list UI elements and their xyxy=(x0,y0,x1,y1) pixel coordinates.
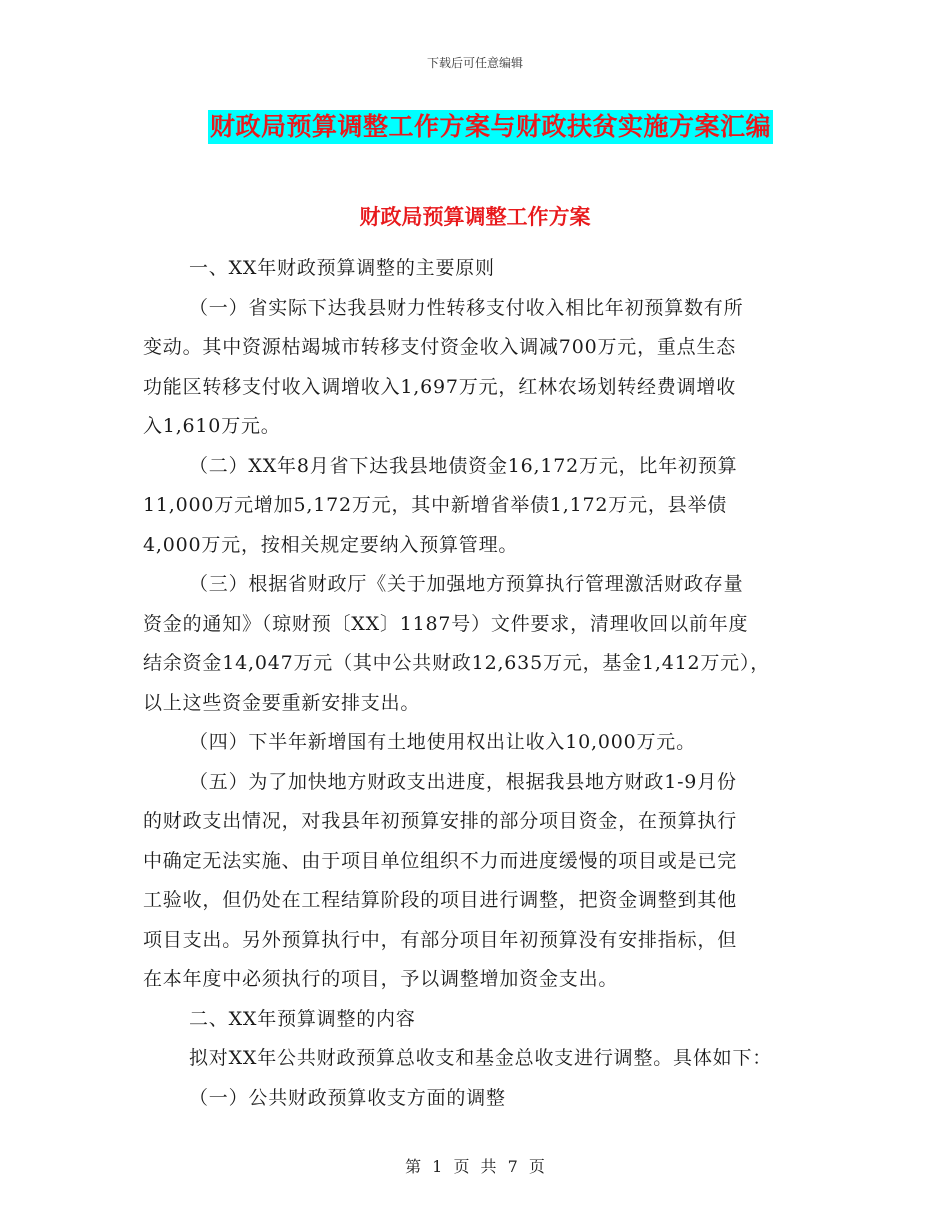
body-line: 11,000万元增加5,172万元，其中新增省举债1,172万元，县举债 xyxy=(143,494,728,516)
body-line: 资金的通知》（琼财预〔XX〕1187号）文件要求，清理收回以前年度 xyxy=(143,612,749,635)
body-line: 项目支出。另外预算执行中，有部分项目年初预算没有安排指标，但 xyxy=(143,928,738,951)
body-line: （五）为了加快地方财政支出进度，根据我县地方财政1-9月份 xyxy=(189,770,737,793)
body-line: 拟对XX年公共财政预算总收支和基金总收支进行调整。具体如下： xyxy=(189,1047,773,1069)
body-line: 入1,610万元。 xyxy=(143,415,281,437)
section-title: 财政局预算调整工作方案 xyxy=(359,204,591,229)
body-line: （四）下半年新增国有土地使用权出让收入10,000万元。 xyxy=(189,731,696,753)
body-line: 在本年度中必须执行的项目，予以调整增加资金支出。 xyxy=(143,968,619,990)
body-line: 工验收，但仍处在工程结算阶段的项目进行调整，把资金调整到其他 xyxy=(143,889,738,911)
body-line: 功能区转移支付收入调增收入1,697万元，红林农场划转经费调增收 xyxy=(143,375,736,398)
main-title: 财政局预算调整工作方案与财政扶贫实施方案汇编 xyxy=(208,110,773,144)
body-line: 二、XX年预算调整的内容 xyxy=(189,1007,416,1030)
body-text xyxy=(143,249,823,1118)
body-line: 以上这些资金要重新安排支出。 xyxy=(143,691,421,714)
page-number: 第 1 页 共 7 页 xyxy=(405,1157,545,1176)
body-line: （二）XX年8月省下达我县地债资金16,172万元，比年初预算 xyxy=(189,454,738,477)
header-note: 下载后可任意编辑 xyxy=(426,56,523,70)
body-line: （三）根据省财政厅《关于加强地方预算执行管理激活财政存量 xyxy=(189,573,744,595)
body-line: 的财政支出情况，对我县年初预算安排的部分项目资金，在预算执行 xyxy=(143,810,738,832)
body-line: 变动。其中资源枯竭城市转移支付资金收入调减700万元，重点生态 xyxy=(143,336,737,358)
body-line: （一）公共财政预算收支方面的调整 xyxy=(189,1086,506,1109)
body-line: 一、XX年财政预算调整的主要原则 xyxy=(189,257,495,279)
body-line: 中确定无法实施、由于项目单位组织不力而进度缓慢的项目或是已完 xyxy=(143,849,738,872)
body-line: 4,000万元，按相关规定要纳入预算管理。 xyxy=(143,533,519,556)
body-line: （一）省实际下达我县财力性转移支付收入相比年初预算数有所 xyxy=(189,296,744,319)
body-line: 结余资金14,047万元（其中公共财政12,635万元，基金1,412万元）， xyxy=(143,652,771,674)
